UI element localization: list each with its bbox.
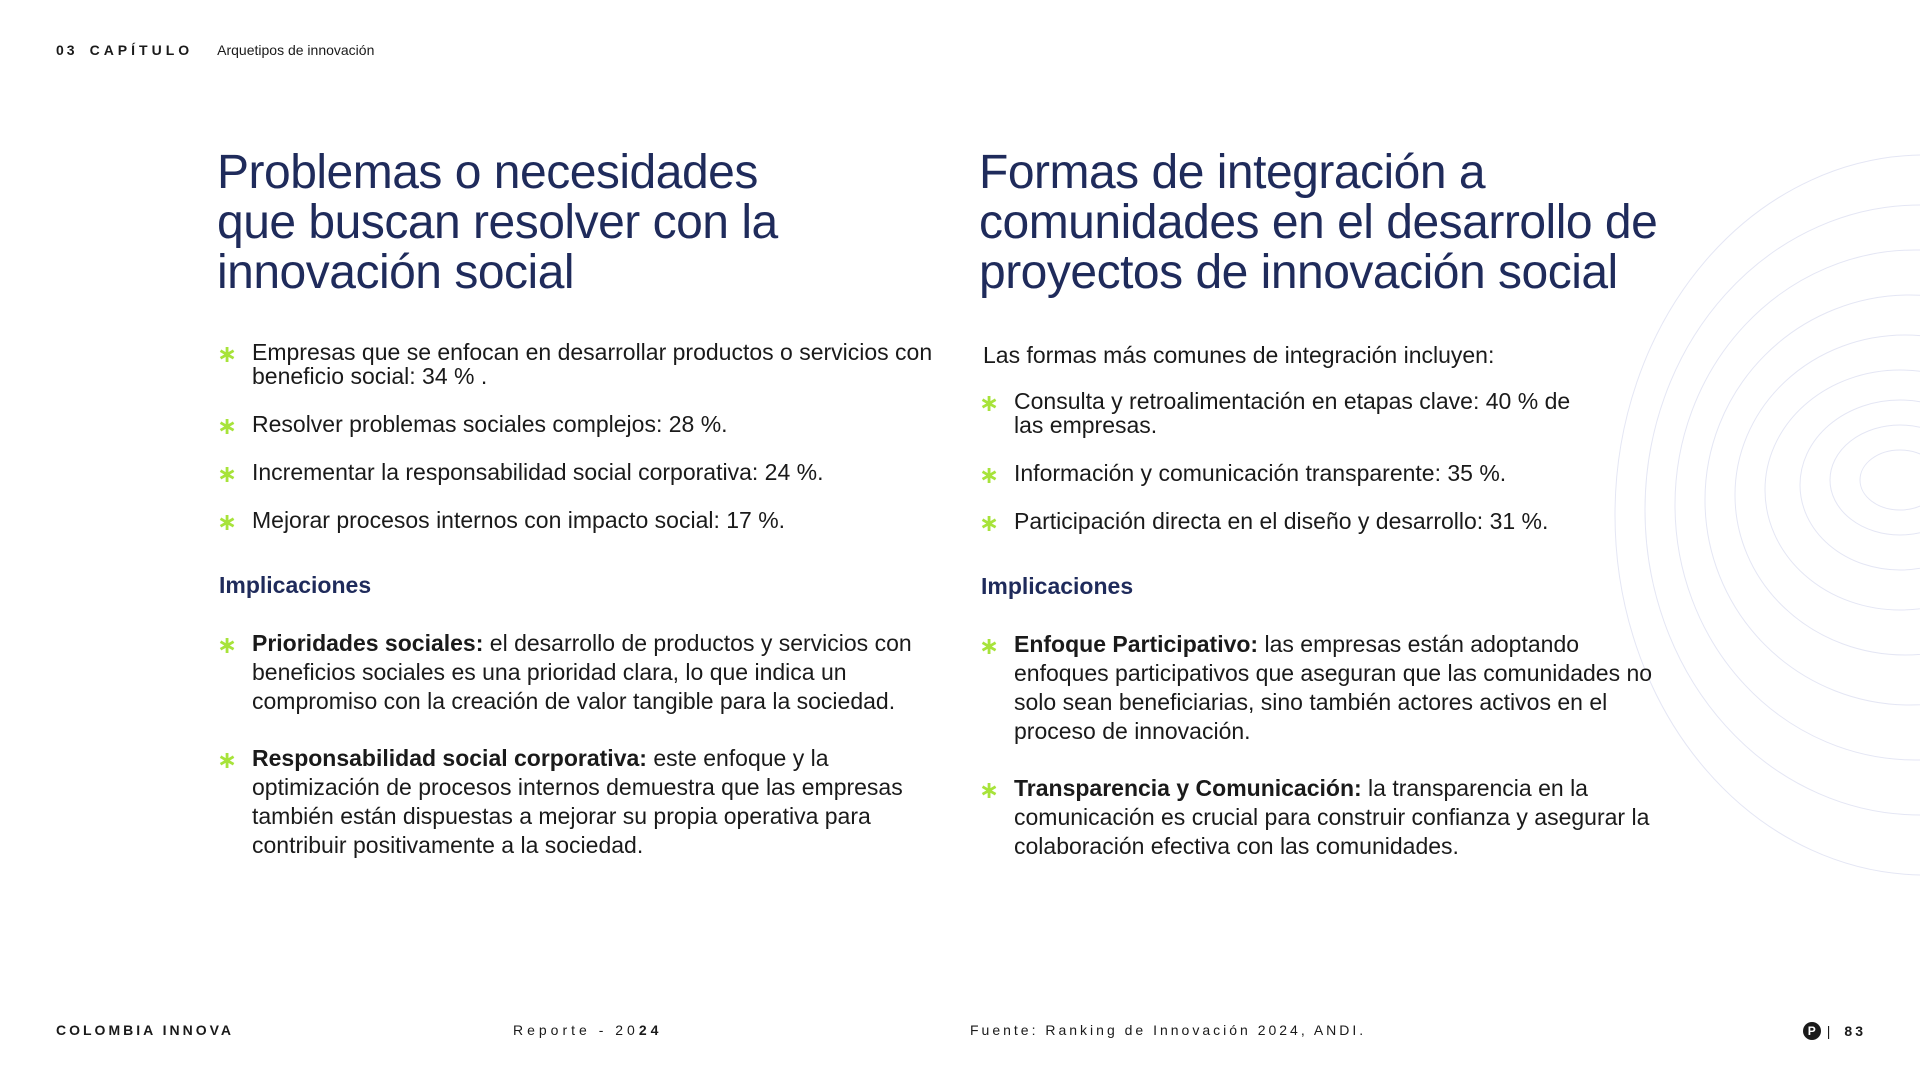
p-circle-logo-icon: P — [1803, 1022, 1821, 1040]
asterisk-icon: ∗ — [217, 412, 238, 440]
footer-source: Fuente: Ranking de Innovación 2024, ANDI. — [970, 1022, 1367, 1038]
implication-item: ∗ Prioridades sociales: el desarrollo de productos y servicios con beneficios sociales es una prioridad clara, lo que indica un compromiso con la creación de valor tangible para la sociedad. — [217, 630, 912, 714]
left-implications-heading: Implicaciones — [219, 572, 372, 598]
asterisk-icon: ∗ — [979, 461, 1000, 489]
asterisk-icon: ∗ — [979, 632, 1000, 660]
left-column — [217, 148, 937, 888]
chapter-title: Arquetipos de innovación — [217, 42, 375, 58]
implication-item: ∗ Enfoque Participativo: las empresas están adoptando enfoques participativos que aseguran que las comunidades no solo sean beneficiarias, sino también actores activos en el proceso de innovación. — [979, 631, 1653, 744]
asterisk-icon: ∗ — [979, 389, 1000, 417]
footer-page — [1803, 1022, 1866, 1040]
asterisk-icon: ∗ — [217, 340, 238, 368]
implication-item: ∗ Responsabilidad social corporativa: este enfoque y la optimización de procesos internos demuestra que las empresas también están dispuestas a mejorar su propia operativa para contribuir positivamente a la sociedad. — [217, 745, 903, 858]
right-stats-list — [979, 388, 1589, 537]
list-item: ∗ Participación directa en el diseño y desarrollo: 31 %. — [979, 508, 1549, 537]
list-item: ∗ Incrementar la responsabilidad social corporativa: 24 %. — [217, 459, 824, 488]
chapter-label: CAPÍTULO — [89, 42, 194, 58]
right-implications-heading: Implicaciones — [981, 573, 1134, 599]
list-item: ∗ Información y comunicación transparente: 35 %. — [979, 460, 1507, 489]
right-implications-list — [979, 630, 1699, 861]
page-number: 83 — [1844, 1023, 1866, 1039]
list-item: ∗ Resolver problemas sociales complejos: 28 %. — [217, 411, 728, 440]
implication-item: ∗ Transparencia y Comunicación: la transparencia en la comunicación es crucial para construir confianza y asegurar la colaboración efectiva con las comunidades. — [979, 775, 1650, 859]
asterisk-icon: ∗ — [217, 460, 238, 488]
right-title: Formas de integración a comunidades en el desarrollo de proyectos de innovación social — [979, 146, 1658, 299]
footer-separator: | — [1826, 1023, 1831, 1039]
chapter-header — [56, 42, 374, 58]
list-item: ∗ Consulta y retroalimentación en etapas clave: 40 % de las empresas. — [979, 388, 1571, 438]
asterisk-icon: ∗ — [217, 631, 238, 659]
footer-brand: COLOMBIA INNOVA — [56, 1022, 234, 1038]
right-intro: Las formas más comunes de integración incluyen: — [983, 342, 1495, 368]
left-stats-list — [217, 339, 937, 536]
asterisk-icon: ∗ — [217, 746, 238, 774]
right-column — [979, 148, 1699, 889]
asterisk-icon: ∗ — [979, 509, 1000, 537]
chapter-number: 03 — [56, 42, 78, 58]
asterisk-icon: ∗ — [217, 508, 238, 536]
left-implications-list — [217, 629, 937, 860]
asterisk-icon: ∗ — [979, 776, 1000, 804]
footer-report: Reporte - 2024 — [513, 1022, 663, 1038]
list-item: ∗ Mejorar procesos internos con impacto social: 17 %. — [217, 507, 786, 536]
left-title: Problemas o necesidades que buscan resolver con la innovación social — [217, 146, 778, 299]
list-item: ∗ Empresas que se enfocan en desarrollar productos o servicios con beneficio social: 34 % . — [217, 339, 933, 389]
